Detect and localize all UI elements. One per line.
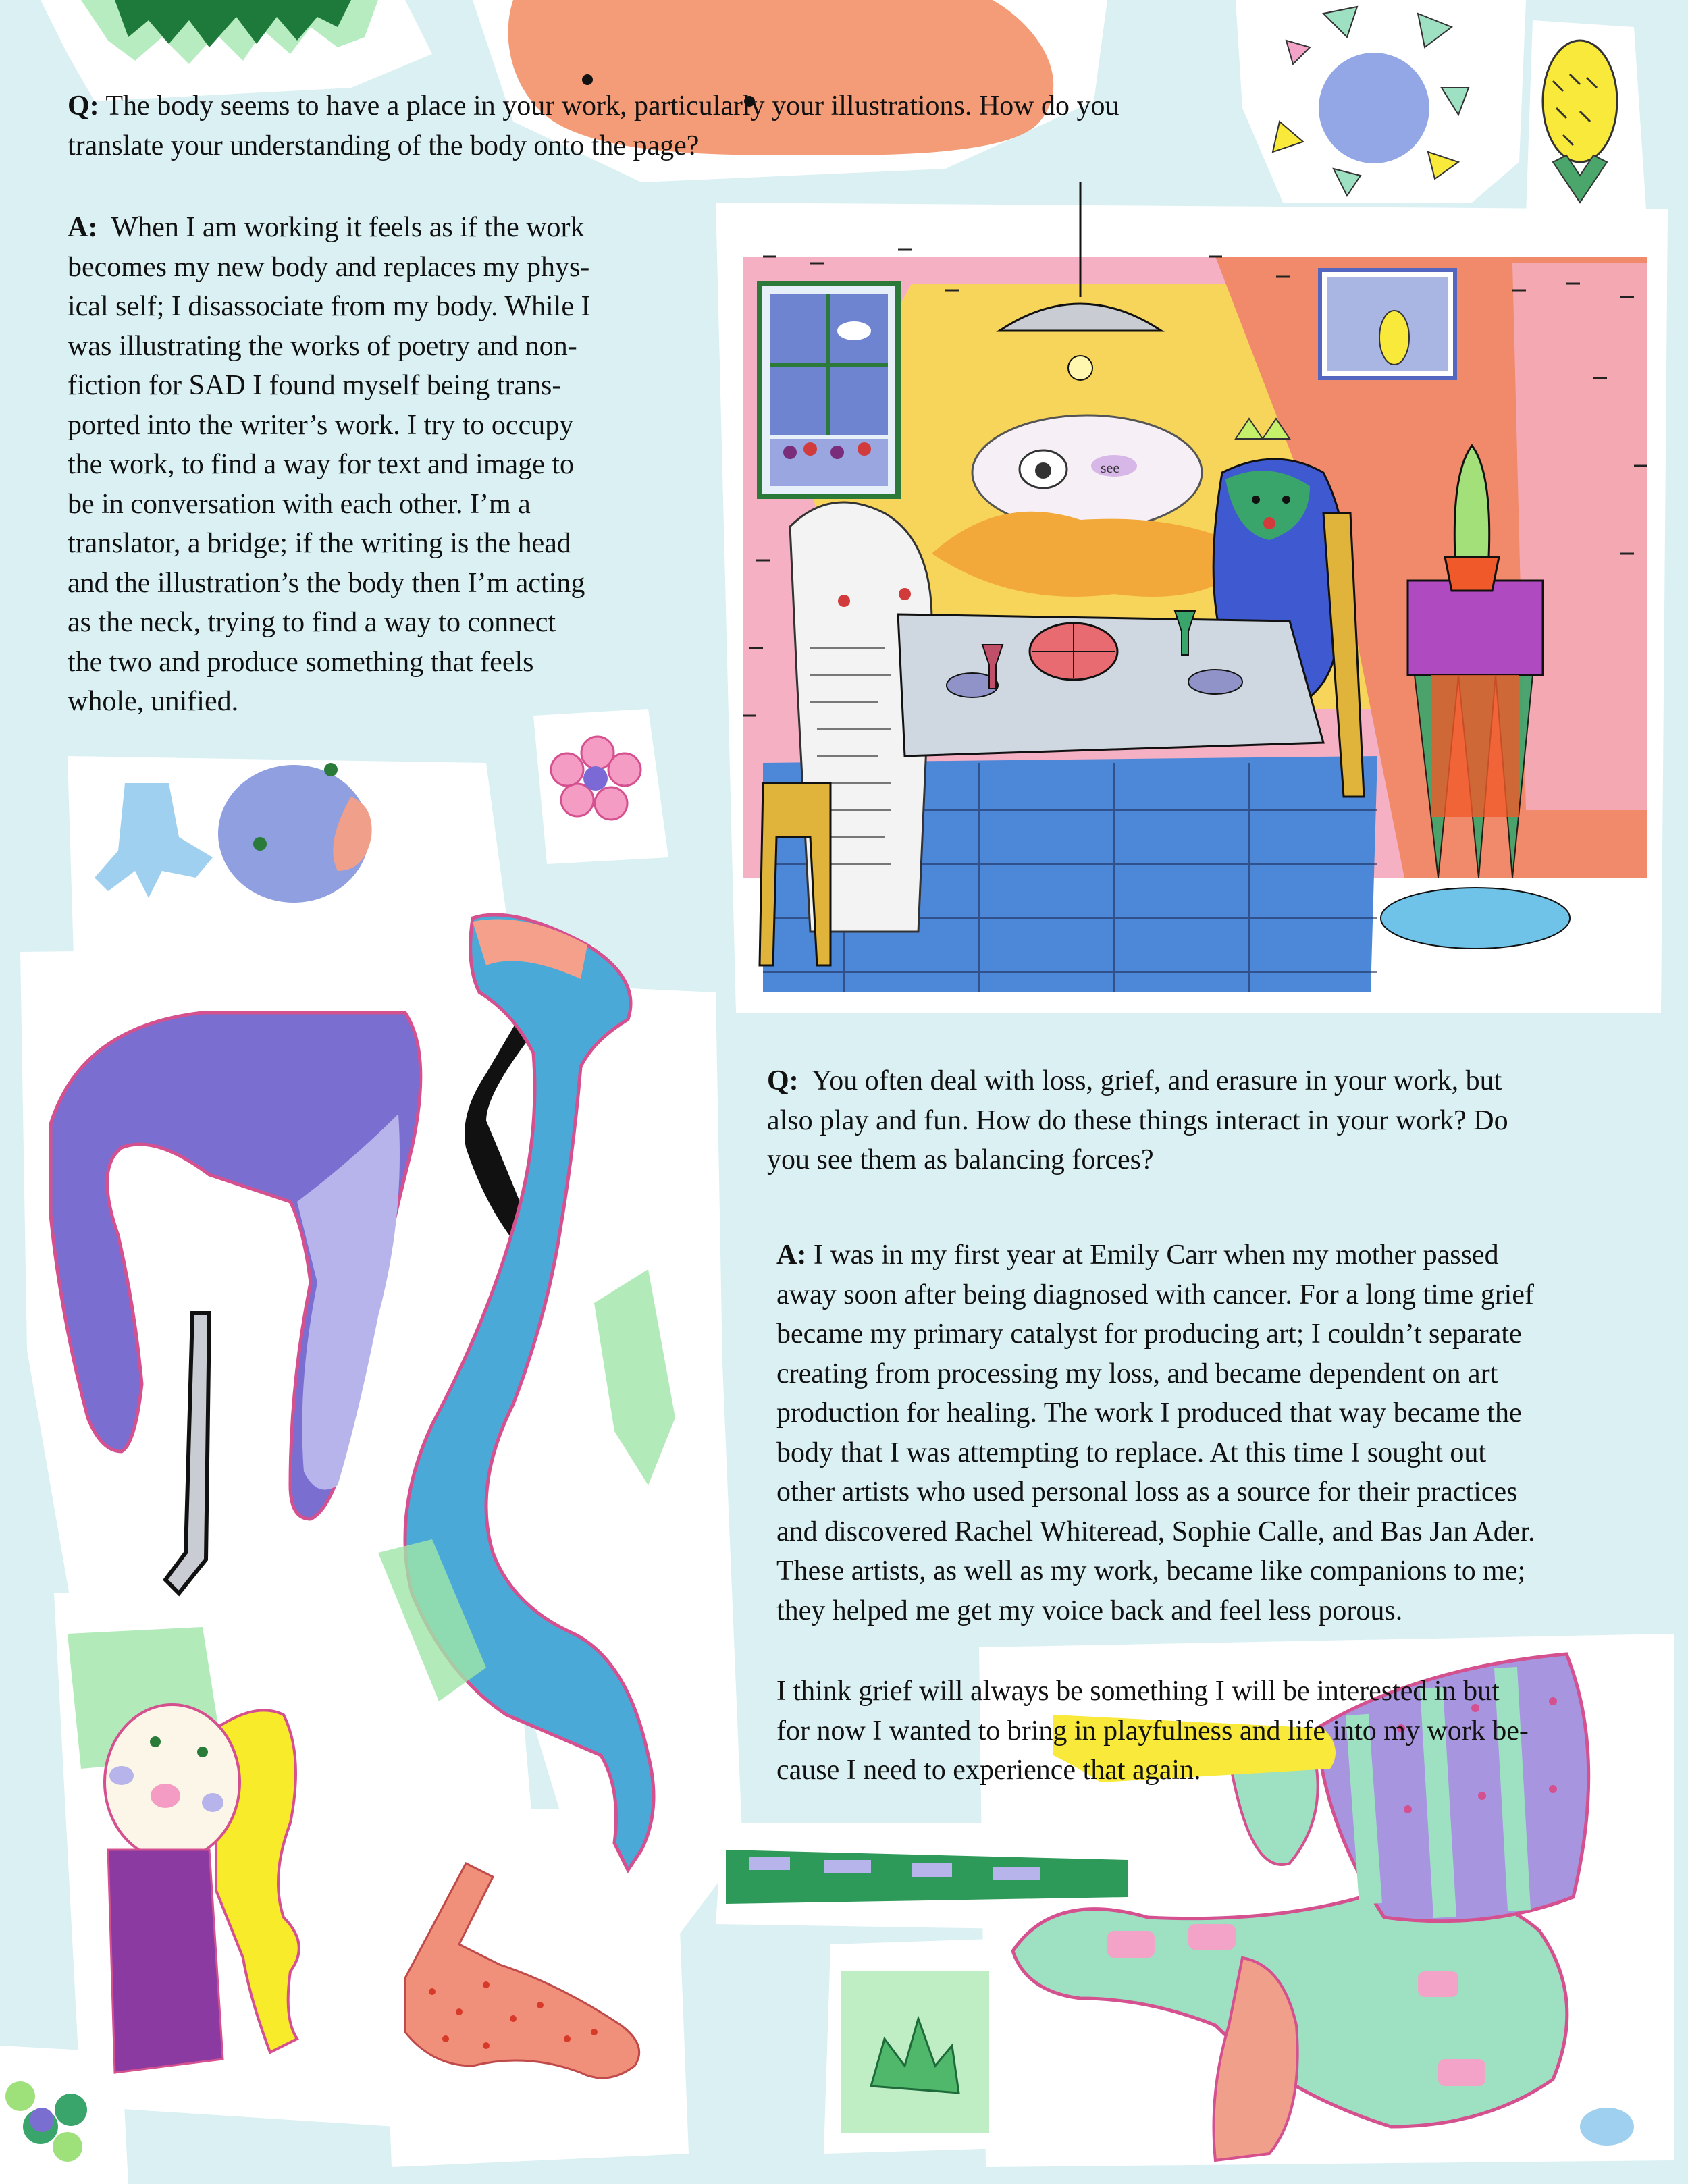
answer-2-line-4: creating from processing my loss, and became dependent on art bbox=[776, 1358, 1498, 1389]
answer-2-line-9: These artists, as well as my work, became like companions to me; bbox=[776, 1555, 1526, 1587]
answer-1-line-12: the two and produce something that feels bbox=[68, 646, 534, 678]
answer-2-line-1: I was in my first year at Emily Carr when my mother passed bbox=[813, 1240, 1499, 1271]
answer-2-p2-line-1: I think grief will always be something I will be interested in but bbox=[776, 1676, 1500, 1707]
question-1-line-2: translate your understanding of the body onto the page? bbox=[68, 130, 700, 161]
question-2-line-1: You often deal with loss, grief, and erasure in your work, but bbox=[812, 1065, 1502, 1096]
answer-2-line-10: they helped me get my voice back and feel less porous. bbox=[776, 1595, 1403, 1626]
answer-1-line-9: translator, a bridge; if the writing is the head bbox=[68, 528, 571, 559]
answer-1-line-4: was illustrating the works of poetry and non- bbox=[68, 330, 577, 362]
question-2-label: Q: bbox=[767, 1065, 799, 1096]
kitchen-illustration bbox=[743, 182, 1647, 992]
question-1 bbox=[68, 86, 1350, 165]
answer-1-line-3: ical self; I disassociate from my body. While I bbox=[68, 291, 591, 322]
answer-1-line-11: as the neck, trying to find a way to connect bbox=[68, 607, 556, 638]
answer-1-line-1: When I am working it feels as if the work bbox=[111, 212, 585, 243]
answer-1-line-5: fiction for SAD I found myself being trans- bbox=[68, 370, 562, 401]
answer-1-line-6: ported into the writer’s work. I try to occupy bbox=[68, 409, 574, 441]
answer-2-line-5: production for healing. The work I produced that way became the bbox=[776, 1397, 1522, 1429]
answer-2-p2-line-2: for now I wanted to bring in playfulness and life into my work be- bbox=[776, 1715, 1529, 1747]
question-1-line-1: The body seems to have a place in your work, particularly your illustrations. How do you bbox=[105, 90, 1119, 122]
question-1-label: Q: bbox=[68, 90, 99, 122]
answer-1-line-7: the work, to find a way for text and image to bbox=[68, 449, 574, 480]
answer-1-label: A: bbox=[68, 212, 98, 243]
answer-2-line-6: body that I was attempting to replace. At this time I sought out bbox=[776, 1437, 1486, 1468]
answer-1-line-13: whole, unified. bbox=[68, 686, 239, 717]
see-caption: see bbox=[1101, 459, 1120, 476]
question-2 bbox=[767, 1061, 1645, 1180]
answer-2-paragraph-2 bbox=[776, 1672, 1654, 1790]
answer-2-p2-line-3: cause I need to experience that again. bbox=[776, 1755, 1201, 1786]
answer-1-line-10: and the illustration’s the body then I’m acting bbox=[68, 567, 585, 599]
answer-2-line-8: and discovered Rachel Whiteread, Sophie Calle, and Bas Jan Ader. bbox=[776, 1516, 1535, 1547]
answer-2-line-3: became my primary catalyst for producing art; I couldn’t separate bbox=[776, 1319, 1522, 1350]
question-2-line-2: also play and fun. How do these things interact in your work? Do bbox=[767, 1104, 1508, 1136]
answer-2-line-7: other artists who used personal loss as a source for their practices bbox=[776, 1476, 1518, 1508]
answer-1 bbox=[68, 208, 689, 722]
answer-2-line-2: away soon after being diagnosed with cancer. For a long time grief bbox=[776, 1279, 1534, 1310]
question-2-line-3: you see them as balancing forces? bbox=[767, 1144, 1154, 1175]
grass-cutout bbox=[841, 1971, 989, 2133]
answer-1-line-8: be in conversation with each other. I’m a bbox=[68, 488, 531, 520]
answer-2-label: A: bbox=[776, 1240, 807, 1271]
answer-2 bbox=[776, 1235, 1654, 1630]
answer-1-line-2: becomes my new body and replaces my phys- bbox=[68, 251, 590, 283]
girl-cutout bbox=[105, 1705, 299, 2073]
